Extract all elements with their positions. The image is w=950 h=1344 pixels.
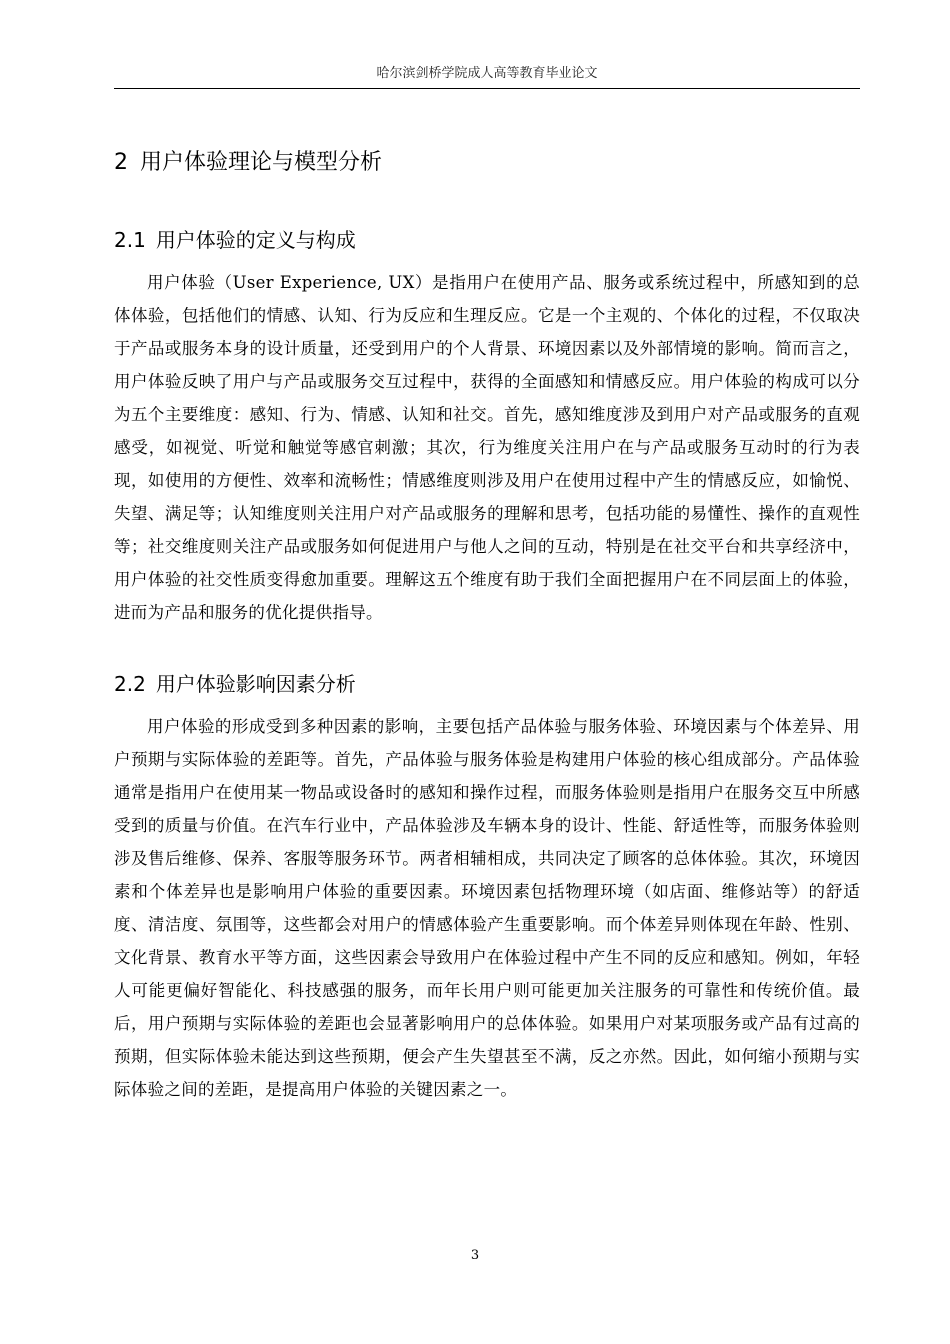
chapter-number: 2 <box>114 150 128 175</box>
section-number: 2.1 <box>114 228 146 252</box>
section-2-2-paragraph: 用户体验的形成受到多种因素的影响，主要包括产品体验与服务体验、环境因素与个体差异、用户预期与实际体验的差距等。首先，产品体验与服务体验是构建用户体验的核心组成部分。产品体验通常是指用户在使用某一物品或设备时的感知和操作过程，而服务体验则是指用户在服务交互中所感受到的质量与价值。在汽车行业中，产品体验涉及车辆本身的设计、性能、舒适性等，而服务体验则涉及售后维修、保养、客服等服务环节。两者相辅相成，共同决定了顾客的总体体验。其次，环境因素和个体差异也是影响用户体验的重要因素。环境因素包括物理环境（如店面、维修站等）的舒适度、清洁度、氛围等，这些都会对用户的情感体验产生重要影响。而个体差异则体现在年龄、性别、文化背景、教育水平等方面，这些因素会导致用户在体验过程中产生不同的反应和感知。例如，年轻人可能更偏好智能化、科技感强的服务，而年长用户则可能更加关注服务的可靠性和传统价值。最后，用户预期与实际体验的差距也会显著影响用户的总体体验。如果用户对某项服务或产品有过高的预期，但实际体验未能达到这些预期，便会产生失望甚至不满，反之亦然。因此，如何缩小预期与实际体验之间的差距，是提高用户体验的关键因素之一。 <box>114 717 860 1099</box>
page-number: 3 <box>470 1248 480 1263</box>
header-divider <box>114 88 860 89</box>
section-title: 用户体验影响因素分析 <box>155 672 356 696</box>
section-2-1-paragraph: 用户体验（User Experience, UX）是指用户在使用产品、服务或系统过程中，所感知到的总体体验，包括他们的情感、认知、行为反应和生理反应。它是一个主观的、个体化的过程，不仅取决于产品或服务本身的设计质量，还受到用户的个人背景、环境因素以及外部情境的影响。简而言之，用户体验反映了用户与产品或服务交互过程中，获得的全面感知和情感反应。用户体验的构成可以分为五个主要维度：感知、行为、情感、认知和社交。首先，感知维度涉及到用户对产品或服务的直观感受，如视觉、听觉和触觉等感官刺激；其次，行为维度关注用户在与产品或服务互动时的行为表现，如使用的方便性、效率和流畅性；情感维度则涉及用户在使用过程中产生的情感反应，如愉悦、失望、满足等；认知维度则关注用户对产品或服务的理解和思考，包括功能的易懂性、操作的直观性等；社交维度则关注产品或服务如何促进用户与他人之间的互动，特别是在社交平台和共享经济中，用户体验的社交性质变得愈加重要。理解这五个维度有助于我们全面把握用户在不同层面上的体验，进而为产品和服务的优化提供指导。 <box>114 273 860 622</box>
section-number: 2.2 <box>114 672 146 696</box>
section-title: 用户体验的定义与构成 <box>155 228 356 252</box>
section-heading-2-2 <box>114 670 356 698</box>
chapter-title: 用户体验理论与模型分析 <box>140 150 383 175</box>
section-heading-2-1 <box>114 226 356 254</box>
running-header: 哈尔滨剑桥学院成人高等教育毕业论文 <box>376 66 598 81</box>
chapter-heading <box>114 148 382 178</box>
